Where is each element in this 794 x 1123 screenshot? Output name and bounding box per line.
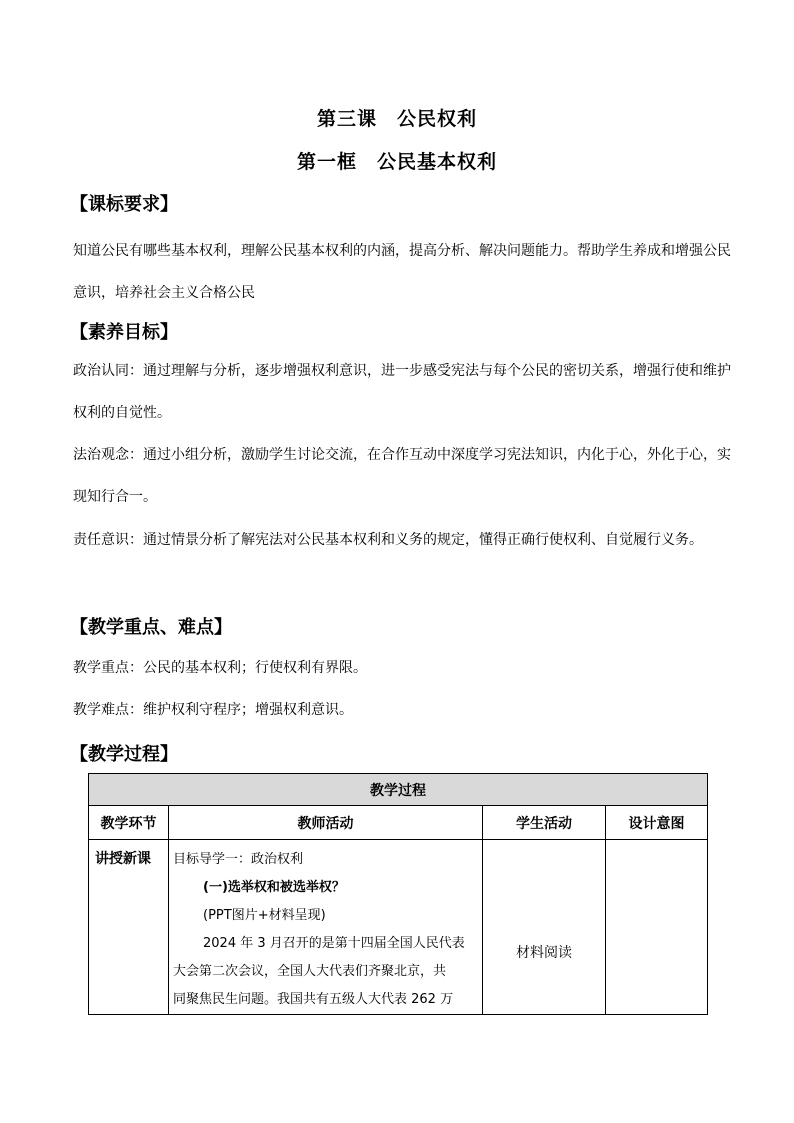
lesson-title: 第三课 公民权利	[316, 108, 477, 130]
teacher-activity-cell	[169, 840, 483, 1015]
key-points-heading: 【教学重点、难点】	[70, 617, 232, 638]
student-activity-text: 材料阅读	[516, 945, 572, 961]
teacher-line: (一)选举权和被选举权？	[203, 880, 345, 895]
curriculum-text: 知道公民有哪些基本权利，理解公民基本权利的内涵，提高分析、解决问题能力。帮助学生养成和增强公民意识，培养社会主义合格公民	[73, 243, 731, 301]
design-intent-cell	[606, 840, 708, 1015]
literacy-item-responsibility: 责任意识：通过情景分析了解宪法对公民基本权利和义务的规定，懂得正确行使权利、自觉履行义务。	[73, 532, 703, 548]
teacher-line: 2024 年 3 月召开的是第十四届全国人民代表	[203, 936, 465, 951]
teacher-line: 大会第二次会议，全国人大代表们齐聚北京，共	[173, 964, 447, 979]
teacher-line: (PPT图片+材料呈现)	[203, 908, 326, 923]
key-point-focus: 教学重点：公民的基本权利；行使权利有界限。	[73, 660, 367, 676]
literacy-item-rule-of-law: 法治观念：通过小组分析，激励学生讨论交流，在合作互动中深度学习宪法知识，内化于心，外化于心，实现知行合一。	[73, 447, 731, 505]
table-row	[89, 840, 708, 1015]
column-header-student: 学生活动	[483, 806, 606, 840]
stage-cell: 讲授新课	[89, 840, 169, 1015]
teaching-process-table	[88, 773, 708, 1015]
column-header-stage: 教学环节	[89, 806, 169, 840]
teacher-line: 目标导学一：政治权利	[173, 852, 304, 867]
key-point-difficulty: 教学难点：维护权利守程序；增强权利意识。	[73, 702, 353, 718]
table-title: 教学过程	[89, 774, 708, 806]
student-activity-cell	[483, 840, 606, 1015]
literacy-item-political: 政治认同：通过理解与分析，逐步增强权利意识，进一步感受宪法与每个公民的密切关系，增强行使和维护权利的自觉性。	[73, 363, 731, 421]
curriculum-heading: 【课标要求】	[70, 194, 178, 215]
literacy-heading: 【素养目标】	[70, 322, 178, 343]
column-header-intent: 设计意图	[606, 806, 708, 840]
column-header-teacher: 教师活动	[169, 806, 483, 840]
process-heading: 【教学过程】	[70, 744, 178, 765]
section-title: 第一框 公民基本权利	[296, 151, 497, 173]
teacher-line: 同聚焦民生问题。我国共有五级人大代表 262 万	[173, 992, 454, 1007]
